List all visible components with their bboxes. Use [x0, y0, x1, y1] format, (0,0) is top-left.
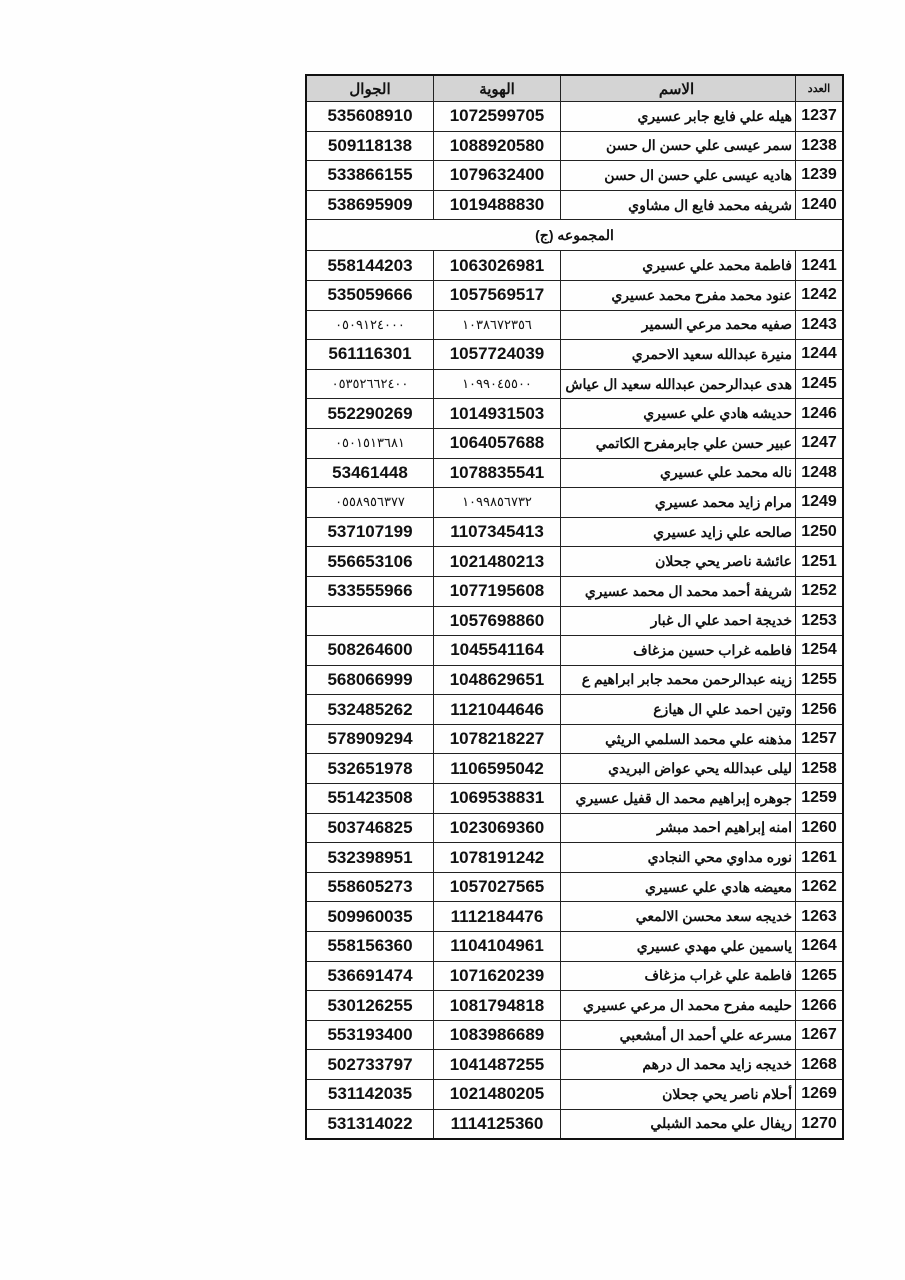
- table-row: [306, 517, 843, 547]
- count-cell: 1263: [796, 902, 844, 932]
- phone-cell: 532398951: [306, 843, 434, 873]
- group-label: المجموعه (ج): [306, 220, 843, 251]
- id-cell: 1019488830: [434, 190, 561, 220]
- name-cell: صفيه محمد مرعي السمير: [561, 310, 796, 340]
- count-cell: 1249: [796, 488, 844, 518]
- count-cell: 1242: [796, 280, 844, 310]
- id-cell: 1072599705: [434, 102, 561, 132]
- phone-cell: 509960035: [306, 902, 434, 932]
- name-cell: فاطمه غراب حسين مزغاف: [561, 636, 796, 666]
- phone-cell: 536691474: [306, 961, 434, 991]
- table-row: [306, 399, 843, 429]
- count-cell: 1258: [796, 754, 844, 784]
- count-cell: 1267: [796, 1020, 844, 1050]
- count-cell: 1269: [796, 1080, 844, 1110]
- phone-cell: 531314022: [306, 1109, 434, 1139]
- phone-cell: 558144203: [306, 251, 434, 281]
- name-cell: نوره مداوي محي النجادي: [561, 843, 796, 873]
- table-row: [306, 547, 843, 577]
- id-cell: 1071620239: [434, 961, 561, 991]
- phone-cell: 556653106: [306, 547, 434, 577]
- table-row: [306, 458, 843, 488]
- phone-cell: 551423508: [306, 784, 434, 814]
- phone-cell: ٠٥٥٨٩٥٦٣٧٧: [306, 488, 434, 518]
- name-cell: ناله محمد علي عسيري: [561, 458, 796, 488]
- phone-cell: ٠٥٠٩١٢٤٠٠٠: [306, 310, 434, 340]
- name-cell: خديجه سعد محسن الالمعي: [561, 902, 796, 932]
- id-cell: 1112184476: [434, 902, 561, 932]
- phone-cell: 502733797: [306, 1050, 434, 1080]
- count-cell: 1268: [796, 1050, 844, 1080]
- phone-cell: 508264600: [306, 636, 434, 666]
- id-cell: 1045541164: [434, 636, 561, 666]
- count-cell: 1240: [796, 190, 844, 220]
- name-cell: خديجة احمد علي ال غبار: [561, 606, 796, 636]
- phone-cell: 558156360: [306, 932, 434, 962]
- table-row: [306, 576, 843, 606]
- name-cell: معيضه هادي علي عسيري: [561, 872, 796, 902]
- count-cell: 1238: [796, 131, 844, 161]
- table-row: [306, 665, 843, 695]
- id-cell: 1121044646: [434, 695, 561, 725]
- table-row: [306, 1080, 843, 1110]
- id-cell: 1077195608: [434, 576, 561, 606]
- id-cell: 1078835541: [434, 458, 561, 488]
- phone-cell: 558605273: [306, 872, 434, 902]
- count-cell: 1250: [796, 517, 844, 547]
- name-cell: مسرعه علي أحمد ال أمشعبي: [561, 1020, 796, 1050]
- table-row: [306, 428, 843, 458]
- name-cell: منيرة عبدالله سعيد الاحمري: [561, 340, 796, 370]
- id-cell: 1021480213: [434, 547, 561, 577]
- header-count: العدد: [796, 75, 844, 102]
- name-cell: هيله علي فايع جابر عسيري: [561, 102, 796, 132]
- phone-cell: 538695909: [306, 190, 434, 220]
- name-cell: عنود محمد مفرح محمد عسيري: [561, 280, 796, 310]
- count-cell: 1259: [796, 784, 844, 814]
- id-cell: 1064057688: [434, 428, 561, 458]
- phone-cell: 532485262: [306, 695, 434, 725]
- name-cell: ليلى عبدالله يحي عواض البريدي: [561, 754, 796, 784]
- table-row: [306, 340, 843, 370]
- table-row: [306, 754, 843, 784]
- phone-cell: 533555966: [306, 576, 434, 606]
- table-row: [306, 932, 843, 962]
- table-row: [306, 190, 843, 220]
- name-cell: جوهره إبراهيم محمد ال قفيل عسيري: [561, 784, 796, 814]
- id-cell: 1057698860: [434, 606, 561, 636]
- count-cell: 1256: [796, 695, 844, 725]
- header-name: الاسم: [561, 75, 796, 102]
- count-cell: 1270: [796, 1109, 844, 1139]
- name-cell: سمر عيسى علي حسن ال حسن: [561, 131, 796, 161]
- id-cell: 1057027565: [434, 872, 561, 902]
- id-cell: 1014931503: [434, 399, 561, 429]
- count-cell: 1252: [796, 576, 844, 606]
- id-cell: 1079632400: [434, 161, 561, 191]
- phone-cell: ٠٥٠١٥١٣٦٨١: [306, 428, 434, 458]
- table-row: [306, 488, 843, 518]
- id-cell: 1083986689: [434, 1020, 561, 1050]
- id-cell: 1081794818: [434, 991, 561, 1021]
- phone-cell: 533866155: [306, 161, 434, 191]
- count-cell: 1246: [796, 399, 844, 429]
- id-cell: 1088920580: [434, 131, 561, 161]
- table-row: [306, 280, 843, 310]
- table-row: [306, 724, 843, 754]
- name-cell: فاطمة علي غراب مزغاف: [561, 961, 796, 991]
- id-cell: 1023069360: [434, 813, 561, 843]
- name-cell: مرام زايد محمد عسيري: [561, 488, 796, 518]
- count-cell: 1241: [796, 251, 844, 281]
- phone-cell: 535608910: [306, 102, 434, 132]
- id-cell: 1104104961: [434, 932, 561, 962]
- name-cell: شريفة أحمد محمد ال محمد عسيري: [561, 576, 796, 606]
- phone-cell: 530126255: [306, 991, 434, 1021]
- id-cell: 1063026981: [434, 251, 561, 281]
- table-row: [306, 1050, 843, 1080]
- id-cell: 1041487255: [434, 1050, 561, 1080]
- count-cell: 1255: [796, 665, 844, 695]
- name-cell: حليمه مفرح محمد ال مرعي عسيري: [561, 991, 796, 1021]
- phone-cell: 552290269: [306, 399, 434, 429]
- name-cell: ياسمين علي مهدي عسيري: [561, 932, 796, 962]
- count-cell: 1243: [796, 310, 844, 340]
- count-cell: 1253: [796, 606, 844, 636]
- id-cell: ١٠٣٨٦٧٢٣٥٦: [434, 310, 561, 340]
- members-table: [305, 74, 844, 1140]
- phone-cell: 532651978: [306, 754, 434, 784]
- count-cell: 1264: [796, 932, 844, 962]
- phone-cell: ٠٥٣٥٢٦٦٢٤٠٠: [306, 369, 434, 399]
- table-row: [306, 1109, 843, 1139]
- table-row: [306, 902, 843, 932]
- phone-cell: 535059666: [306, 280, 434, 310]
- id-cell: 1114125360: [434, 1109, 561, 1139]
- table-row: [306, 872, 843, 902]
- count-cell: 1265: [796, 961, 844, 991]
- phone-cell: 509118138: [306, 131, 434, 161]
- id-cell: 1021480205: [434, 1080, 561, 1110]
- id-cell: 1106595042: [434, 754, 561, 784]
- id-cell: 1048629651: [434, 665, 561, 695]
- table-row: [306, 310, 843, 340]
- count-cell: 1248: [796, 458, 844, 488]
- name-cell: صالحه علي زايد عسيري: [561, 517, 796, 547]
- phone-cell: 561116301: [306, 340, 434, 370]
- count-cell: 1247: [796, 428, 844, 458]
- id-cell: 1107345413: [434, 517, 561, 547]
- count-cell: 1237: [796, 102, 844, 132]
- name-cell: عبير حسن علي جابرمفرح الكاتمي: [561, 428, 796, 458]
- count-cell: 1266: [796, 991, 844, 1021]
- count-cell: 1251: [796, 547, 844, 577]
- phone-cell: 503746825: [306, 813, 434, 843]
- id-cell: 1078191242: [434, 843, 561, 873]
- table-row: [306, 102, 843, 132]
- table-row: [306, 606, 843, 636]
- name-cell: ريفال علي محمد الشبلي: [561, 1109, 796, 1139]
- header-id: الهوية: [434, 75, 561, 102]
- id-cell: ١٠٩٩٠٤٥٥٠٠: [434, 369, 561, 399]
- table-row: [306, 1020, 843, 1050]
- count-cell: 1254: [796, 636, 844, 666]
- name-cell: خديجه زايد محمد ال درهم: [561, 1050, 796, 1080]
- name-cell: حديشه هادي علي عسيري: [561, 399, 796, 429]
- id-cell: 1057569517: [434, 280, 561, 310]
- phone-cell: 578909294: [306, 724, 434, 754]
- group-row: [306, 220, 843, 251]
- name-cell: هاديه عيسى علي حسن ال حسن: [561, 161, 796, 191]
- count-cell: 1239: [796, 161, 844, 191]
- table-row: [306, 813, 843, 843]
- id-cell: ١٠٩٩٨٥٦٧٣٢: [434, 488, 561, 518]
- name-cell: هدى عبدالرحمن عبدالله سعيد ال عياش: [561, 369, 796, 399]
- name-cell: مذهنه علي محمد السلمي الريثي: [561, 724, 796, 754]
- name-cell: شريفه محمد فايع ال مشاوي: [561, 190, 796, 220]
- table-row: [306, 695, 843, 725]
- rows-after-group: [306, 251, 843, 1139]
- table-row: [306, 251, 843, 281]
- table-row: [306, 161, 843, 191]
- id-cell: 1078218227: [434, 724, 561, 754]
- name-cell: فاطمة محمد علي عسيري: [561, 251, 796, 281]
- name-cell: أحلام ناصر يحي جحلان: [561, 1080, 796, 1110]
- table-row: [306, 961, 843, 991]
- name-cell: وتين احمد علي ال هيازع: [561, 695, 796, 725]
- header-phone: الجوال: [306, 75, 434, 102]
- count-cell: 1257: [796, 724, 844, 754]
- count-cell: 1261: [796, 843, 844, 873]
- name-cell: زينه عبدالرحمن محمد جابر ابراهيم ع: [561, 665, 796, 695]
- phone-cell: [306, 606, 434, 636]
- name-cell: امنه إبراهيم احمد مبشر: [561, 813, 796, 843]
- count-cell: 1244: [796, 340, 844, 370]
- table-row: [306, 636, 843, 666]
- count-cell: 1245: [796, 369, 844, 399]
- group-section: [306, 220, 843, 251]
- table-row: [306, 843, 843, 873]
- name-cell: عائشة ناصر يحي جحلان: [561, 547, 796, 577]
- table-row: [306, 991, 843, 1021]
- phone-cell: 568066999: [306, 665, 434, 695]
- phone-cell: 531142035: [306, 1080, 434, 1110]
- phone-cell: 53461448: [306, 458, 434, 488]
- table-header-row: [306, 75, 843, 102]
- table-row: [306, 131, 843, 161]
- table-row: [306, 369, 843, 399]
- rows-before-group: [306, 102, 843, 220]
- id-cell: 1069538831: [434, 784, 561, 814]
- table-row: [306, 784, 843, 814]
- id-cell: 1057724039: [434, 340, 561, 370]
- count-cell: 1262: [796, 872, 844, 902]
- count-cell: 1260: [796, 813, 844, 843]
- phone-cell: 553193400: [306, 1020, 434, 1050]
- phone-cell: 537107199: [306, 517, 434, 547]
